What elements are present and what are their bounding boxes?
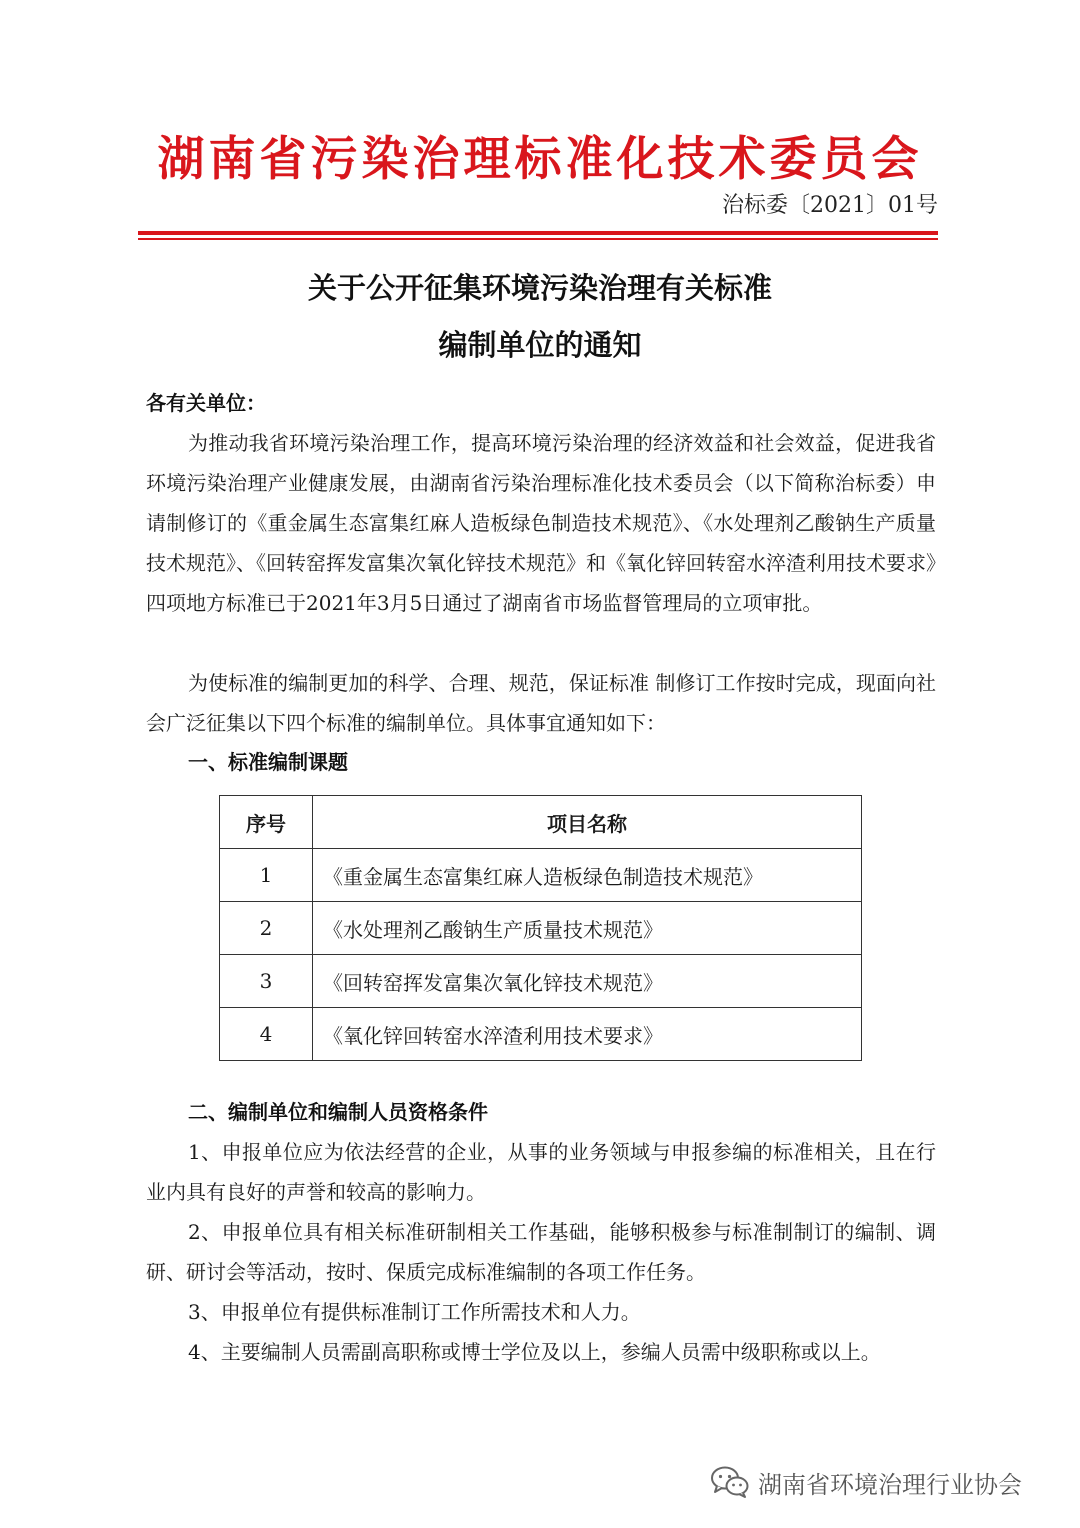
document-number: 治标委〔2021〕01号 <box>722 193 938 218</box>
qualification-item: 4、主要编制人员需副高职称或博士学位及以上，参编人员需中级职称或以上。 <box>188 1340 881 1364</box>
row-number: 3 <box>220 955 313 1008</box>
row-number: 2 <box>220 902 313 955</box>
row-project-name: 《氧化锌回转窑水淬渣利用技术要求》 <box>313 1008 862 1061</box>
row-project-name: 《水处理剂乙酸钠生产质量技术规范》 <box>313 902 862 955</box>
wechat-icon <box>710 1465 750 1499</box>
qualification-item: 3、申报单位有提供标准制订工作所需技术和人力。 <box>188 1300 641 1324</box>
standards-table <box>219 795 862 1061</box>
notice-title-line2: 编制单位的通知 <box>438 328 642 362</box>
paragraph-intro: 为推动我省环境污染治理工作，提高环境污染治理的经济效益和社会效益，促进我省环境污染治理产业健康发展，由湖南省污染治理标准化技术委员会（以下简称治标委）申请制修订的《重金属生态富集红麻人造板绿色制造技术规范》、《水处理剂乙酸钠生产质量技术规范》、《回转窑挥发富集次氧化锌技术规范》和《氧化锌回转窑水淬渣利用技术要求》四项地方标准已于2021年3月5日通过了湖南省市场监督管理局的立项审批。 <box>146 431 936 615</box>
row-project-name: 《回转窑挥发富集次氧化锌技术规范》 <box>313 955 862 1008</box>
organization-title: 湖南省污染治理标准化技术委员会 <box>157 132 923 187</box>
table-row <box>220 1008 862 1061</box>
table-header-row <box>220 796 862 849</box>
header-divider-thick <box>138 231 938 235</box>
section-heading-topics: 一、标准编制课题 <box>188 750 348 774</box>
paragraph-purpose: 为使标准的编制更加的科学、合理、规范，保证标准 制修订工作按时完成，现面向社会广泛征集以下四个标准的编制单位。具体事宜通知如下： <box>146 671 936 735</box>
watermark <box>710 1462 1022 1502</box>
row-number: 4 <box>220 1008 313 1061</box>
table-row <box>220 849 862 902</box>
column-header-number: 序号 <box>220 796 313 849</box>
qualification-item: 1、申报单位应为依法经营的企业，从事的业务领域与申报参编的标准相关，且在行业内具有良好的声誉和较高的影响力。 <box>146 1140 936 1204</box>
table-row <box>220 955 862 1008</box>
row-number: 1 <box>220 849 313 902</box>
header-divider-thin <box>138 238 938 240</box>
addressee: 各有关单位： <box>146 391 266 415</box>
qualification-item: 2、申报单位具有相关标准研制相关工作基础，能够积极参与标准制制订的编制、调研、研讨会等活动，按时、保质完成标准编制的各项工作任务。 <box>146 1220 936 1284</box>
notice-title-line1: 关于公开征集环境污染治理有关标准 <box>307 271 772 305</box>
column-header-project-name: 项目名称 <box>313 796 862 849</box>
table-row <box>220 902 862 955</box>
row-project-name: 《重金属生态富集红麻人造板绿色制造技术规范》 <box>313 849 862 902</box>
watermark-text: 湖南省环境治理行业协会 <box>758 1470 1022 1499</box>
section-heading-qualifications: 二、编制单位和编制人员资格条件 <box>188 1100 488 1124</box>
